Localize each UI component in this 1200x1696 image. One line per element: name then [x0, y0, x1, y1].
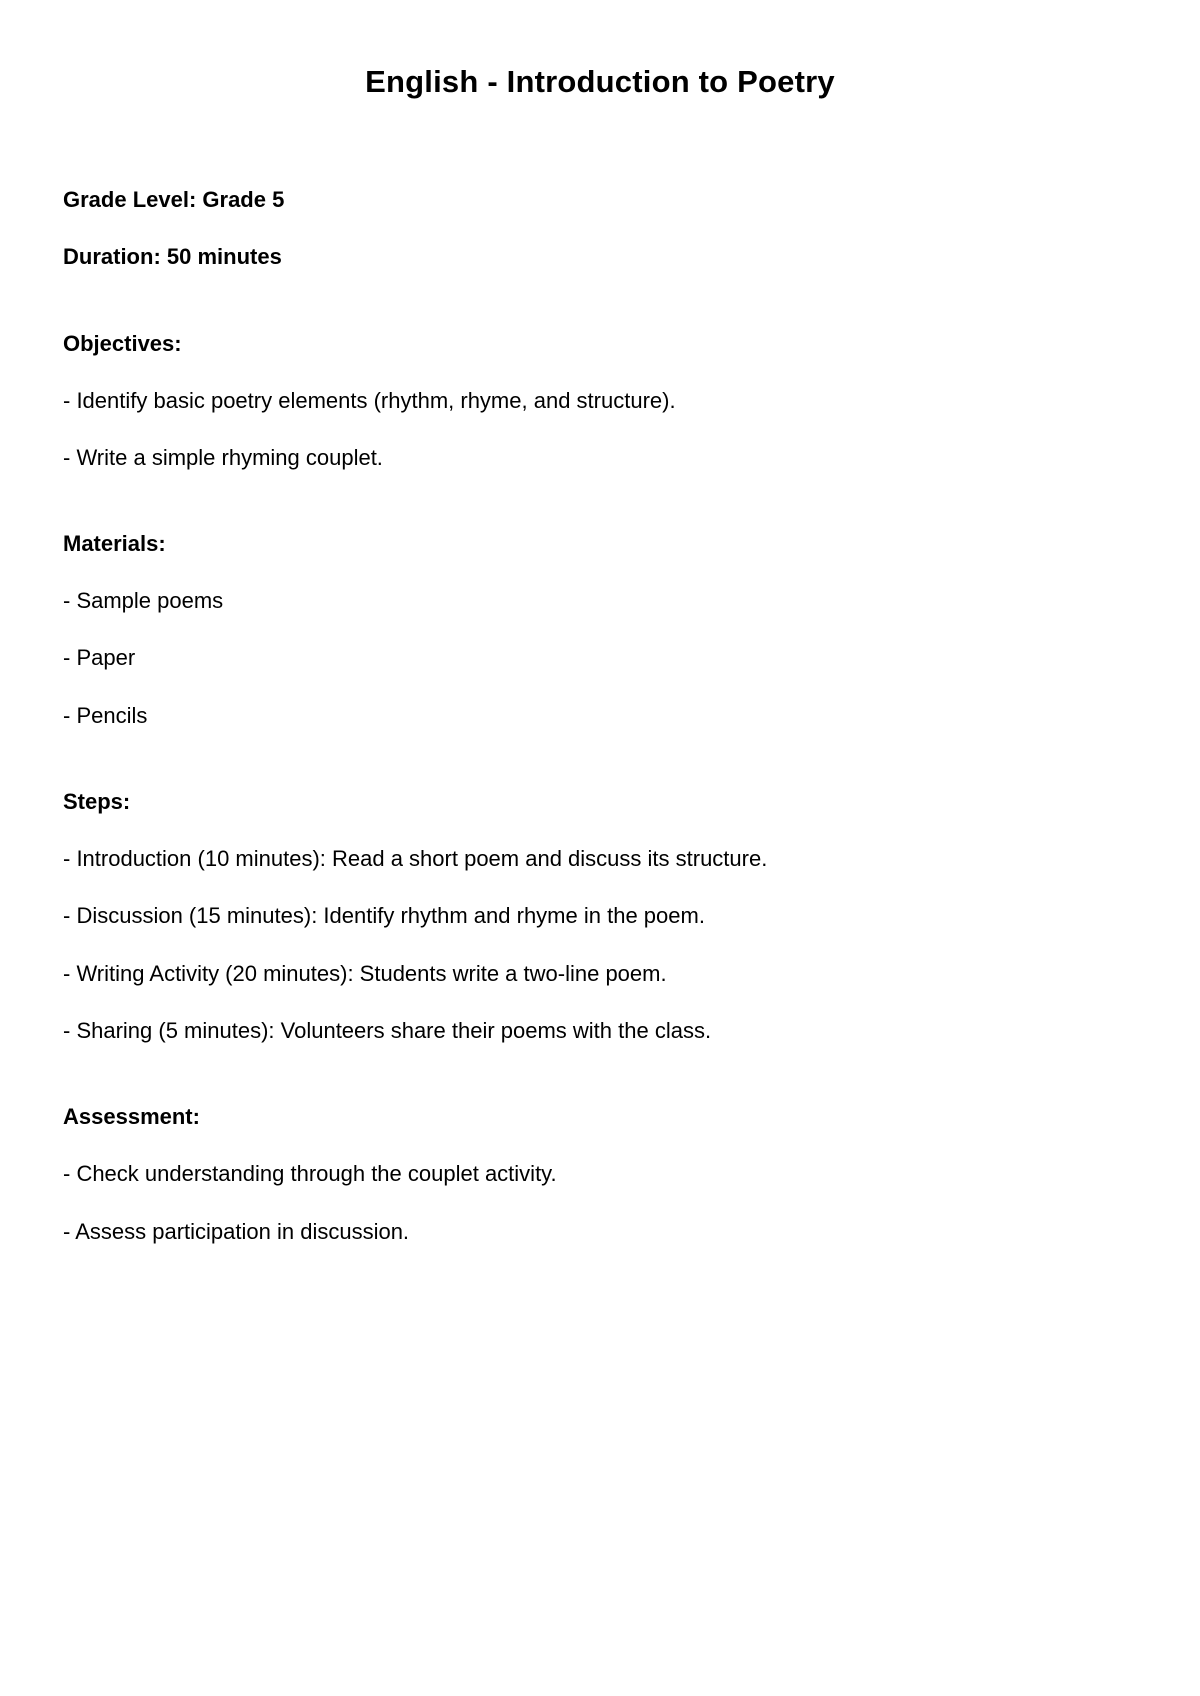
assessment-heading: Assessment: — [63, 1104, 200, 1129]
page-title: English - Introduction to Poetry — [365, 64, 835, 99]
objective-item: - Write a simple rhyming couplet. — [63, 445, 383, 470]
step-item: - Discussion (15 minutes): Identify rhythm and rhyme in the poem. — [63, 903, 705, 928]
steps-heading: Steps: — [63, 789, 131, 814]
step-item: - Introduction (10 minutes): Read a short poem and discuss its structure. — [63, 846, 768, 871]
duration: Duration: 50 minutes — [63, 244, 282, 269]
assessment-item: - Check understanding through the couplet activity. — [63, 1161, 557, 1186]
assessment-item: - Assess participation in discussion. — [63, 1219, 410, 1244]
material-item: - Paper — [63, 645, 136, 670]
material-item: - Sample poems — [63, 588, 224, 613]
grade-level: Grade Level: Grade 5 — [63, 187, 285, 212]
step-item: - Sharing (5 minutes): Volunteers share their poems with the class. — [63, 1018, 712, 1043]
step-item: - Writing Activity (20 minutes): Students write a two-line poem. — [63, 961, 667, 986]
material-item: - Pencils — [63, 703, 148, 728]
objectives-heading: Objectives: — [63, 331, 182, 356]
materials-heading: Materials: — [63, 531, 166, 556]
objective-item: - Identify basic poetry elements (rhythm, rhyme, and structure). — [63, 388, 676, 413]
